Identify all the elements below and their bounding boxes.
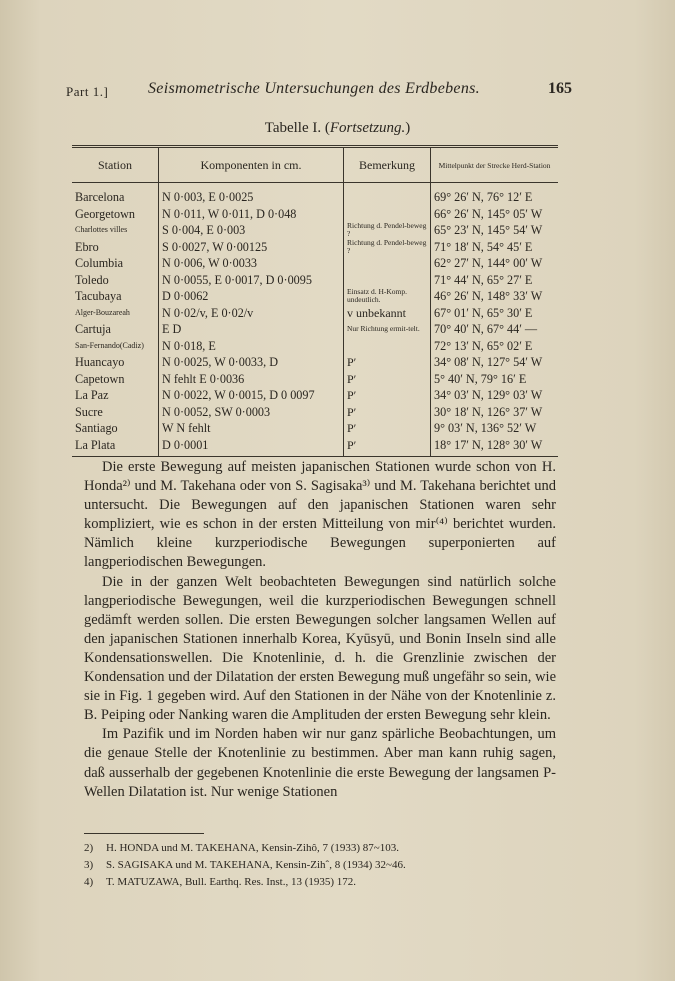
caption-italic: Fortsetzung. bbox=[329, 120, 406, 136]
components-cell: N 0·0025, W 0·0033, D bbox=[159, 354, 344, 371]
table-row bbox=[72, 255, 558, 272]
table-row bbox=[72, 437, 558, 457]
station-cell: Toledo bbox=[72, 272, 159, 289]
remark-cell bbox=[344, 255, 431, 272]
remark-cell: Einsatz d. H-Komp. undeutlich. bbox=[344, 288, 431, 305]
table-row bbox=[72, 371, 558, 388]
station-cell: La Paz bbox=[72, 387, 159, 404]
midpoint-cell: 70° 40′ N, 67° 44′ — bbox=[434, 322, 538, 337]
midpoint-cell: 62° 27′ N, 144° 00′ W bbox=[434, 256, 543, 271]
paragraph-3: Im Pazifik und im Norden haben wir nur ganz spärliche Beobachtungen, um die genaue Stelle der Knotenlinie zu bestimmen. Aber man kann ruhig sagen, daß ausserhalb der gegebenen Knotenlinie die erste Bewegung der langsamen P-Wellen Dilatation ist. Nur wenige Stationen bbox=[84, 726, 556, 800]
header-components: Komponenten in cm. bbox=[159, 147, 344, 183]
midpoint-cell: 66° 26′ N, 145° 05′ W bbox=[434, 206, 543, 221]
components-cell: N 0·018, E bbox=[159, 338, 344, 355]
table-row bbox=[72, 239, 558, 256]
header-station: Station bbox=[72, 147, 159, 183]
table-row bbox=[72, 206, 558, 223]
station-cell: Columbia bbox=[72, 255, 159, 272]
station-cell: Capetown bbox=[72, 371, 159, 388]
components-cell: N 0·011, W 0·011, D 0·048 bbox=[159, 206, 344, 223]
table-row bbox=[72, 305, 558, 322]
components-cell: N 0·02/v, E 0·02/v bbox=[159, 305, 344, 322]
remark-cell: P′ bbox=[344, 420, 431, 437]
table-row bbox=[72, 338, 558, 355]
components-cell: N 0·006, W 0·0033 bbox=[159, 255, 344, 272]
part-label: Part 1.] bbox=[66, 84, 109, 99]
table-row bbox=[72, 183, 558, 206]
footnotes bbox=[84, 840, 556, 891]
midpoint-cell: 69° 26′ N, 76° 12′ E bbox=[434, 190, 533, 205]
station-cell: Ebro bbox=[72, 239, 159, 256]
remark-cell: Richtung d. Pendel-beweg ? bbox=[344, 222, 431, 239]
table-row bbox=[72, 354, 558, 371]
midpoint-cell: 67° 01′ N, 65° 30′ E bbox=[434, 305, 533, 320]
midpoint-cell: 71° 18′ N, 54° 45′ E bbox=[434, 239, 533, 254]
components-cell: N 0·0022, W 0·0015, D 0 0097 bbox=[159, 387, 344, 404]
station-cell: Huancayo bbox=[72, 354, 159, 371]
station-cell: Cartuja bbox=[72, 321, 159, 338]
station-cell: Charlottes villes bbox=[72, 222, 159, 239]
remark-cell: P′ bbox=[344, 387, 431, 404]
footnote: 3) S. SAGISAKA und M. TAKEHANA, Kensin-Zihˆ, 8 (1934) 32~46. bbox=[84, 859, 406, 871]
components-cell: N 0·0055, E 0·0017, D 0·0095 bbox=[159, 272, 344, 289]
running-header bbox=[66, 80, 572, 102]
station-cell: Alger-Bouzareah bbox=[72, 305, 159, 322]
table-header-row bbox=[72, 147, 558, 183]
table-row bbox=[72, 420, 558, 437]
footnote-rule bbox=[84, 833, 204, 834]
midpoint-cell: 46° 26′ N, 148° 33′ W bbox=[434, 289, 543, 304]
paragraph-2: Die in der ganzen Welt beobachteten Bewegungen sind natürlich solche langperiodische Bewegungen, weil die kurzperiodischen Bewegungen schnell gedämft werden sollen. Die ersten Bewegungen solcher langsamen Wellen auf den japanischen Stationen innerhalb Korea, Kyūsyū, und Bonin Inseln sind alle Kondensationswellen. Die Knotenlinie, d. h. die Grenzlinie zwischen der Kondensation und der Dilatation der ersten Bewegung muß ungefähr so sein, wie sie in Fig. 1 gegeben wird. Auf den Stationen in der Nähe von der Knotenlinie z. B. Peiping oder Nanking waren die Amplituden der ersten Bewegung sehr klein. bbox=[84, 573, 556, 724]
remark-cell: P′ bbox=[344, 371, 431, 388]
midpoint-cell: 71° 44′ N, 65° 27′ E bbox=[434, 272, 533, 287]
remark-cell: Richtung d. Pendel-beweg ? bbox=[344, 239, 431, 256]
station-table bbox=[72, 145, 558, 457]
table-row bbox=[72, 387, 558, 404]
remark-cell: P′ bbox=[344, 404, 431, 421]
midpoint-cell: 65° 23′ N, 145° 54′ W bbox=[434, 223, 543, 238]
remark-cell bbox=[344, 183, 431, 206]
table-caption bbox=[0, 120, 675, 137]
midpoint-cell: 72° 13′ N, 65° 02′ E bbox=[434, 338, 533, 353]
footnote: 2) H. HONDA und M. TAKEHANA, Kensin-Zihô, 7 (1933) 87~103. bbox=[84, 842, 399, 854]
remark-cell: P′ bbox=[344, 354, 431, 371]
midpoint-cell: 30° 18′ N, 126° 37′ W bbox=[434, 404, 543, 419]
footnote: 4) T. MATUZAWA, Bull. Earthq. Res. Inst., 13 (1935) 172. bbox=[84, 876, 357, 888]
table-row bbox=[72, 321, 558, 338]
page-number: 165 bbox=[548, 80, 572, 97]
remark-cell: v unbekannt bbox=[344, 305, 431, 322]
station-cell: Georgetown bbox=[72, 206, 159, 223]
remark-cell: Nur Richtung ermit-telt. bbox=[344, 321, 431, 338]
station-cell: San-Fernando(Cadiz) bbox=[72, 338, 159, 355]
table-row bbox=[72, 404, 558, 421]
station-cell: Sucre bbox=[72, 404, 159, 421]
remark-cell: P′ bbox=[344, 437, 431, 457]
station-cell: La Plata bbox=[72, 437, 159, 457]
components-cell: S 0·0027, W 0·00125 bbox=[159, 239, 344, 256]
header-midpoint: Mittelpunkt der Strecke Herd-Station bbox=[431, 147, 559, 183]
body-text bbox=[84, 458, 556, 802]
components-cell: N 0·003, E 0·0025 bbox=[159, 183, 344, 206]
components-cell: E D bbox=[159, 321, 344, 338]
header-remark: Bemerkung bbox=[344, 147, 431, 183]
midpoint-cell: 18° 17′ N, 128° 30′ W bbox=[431, 437, 559, 457]
caption-suffix: ) bbox=[405, 120, 411, 136]
remark-cell bbox=[344, 272, 431, 289]
components-cell: D 0·0062 bbox=[159, 288, 344, 305]
midpoint-cell: 34° 03′ N, 129° 03′ W bbox=[434, 388, 543, 403]
components-cell: D 0·0001 bbox=[159, 437, 344, 457]
station-cell: Barcelona bbox=[72, 183, 159, 206]
running-title: Seismometrische Untersuchungen des Erdbebens. bbox=[148, 80, 480, 97]
remark-cell bbox=[344, 206, 431, 223]
table-row bbox=[72, 222, 558, 239]
midpoint-cell: 5° 40′ N, 79° 16′ E bbox=[434, 371, 527, 386]
components-cell: N fehlt E 0·0036 bbox=[159, 371, 344, 388]
table-row bbox=[72, 272, 558, 289]
station-cell: Santiago bbox=[72, 420, 159, 437]
midpoint-cell: 34° 08′ N, 127° 54′ W bbox=[434, 355, 543, 370]
table-row bbox=[72, 288, 558, 305]
paragraph-1: Die erste Bewegung auf meisten japanischen Stationen wurde schon von H. Honda²⁾ und M. Takehana oder von S. Sagisaka³⁾ und M. Takehana berichtet und untersucht. Die Bewegungen auf den japanischen Stationen waren sehr kompliziert, wie es schon in der ersten Mitteilung von mir⁽⁴⁾ berichtet wurden. Nämlich kleine kurzperiodische Bewegungen superponierten auf langperiodischen Bewegungen. bbox=[84, 459, 556, 571]
remark-cell bbox=[344, 338, 431, 355]
components-cell: N 0·0052, SW 0·0003 bbox=[159, 404, 344, 421]
station-cell: Tacubaya bbox=[72, 288, 159, 305]
midpoint-cell: 9° 03′ N, 136° 52′ W bbox=[434, 421, 537, 436]
components-cell: S 0·004, E 0·003 bbox=[159, 222, 344, 239]
caption-prefix: Tabelle I. ( bbox=[264, 120, 330, 136]
components-cell: W N fehlt bbox=[159, 420, 344, 437]
